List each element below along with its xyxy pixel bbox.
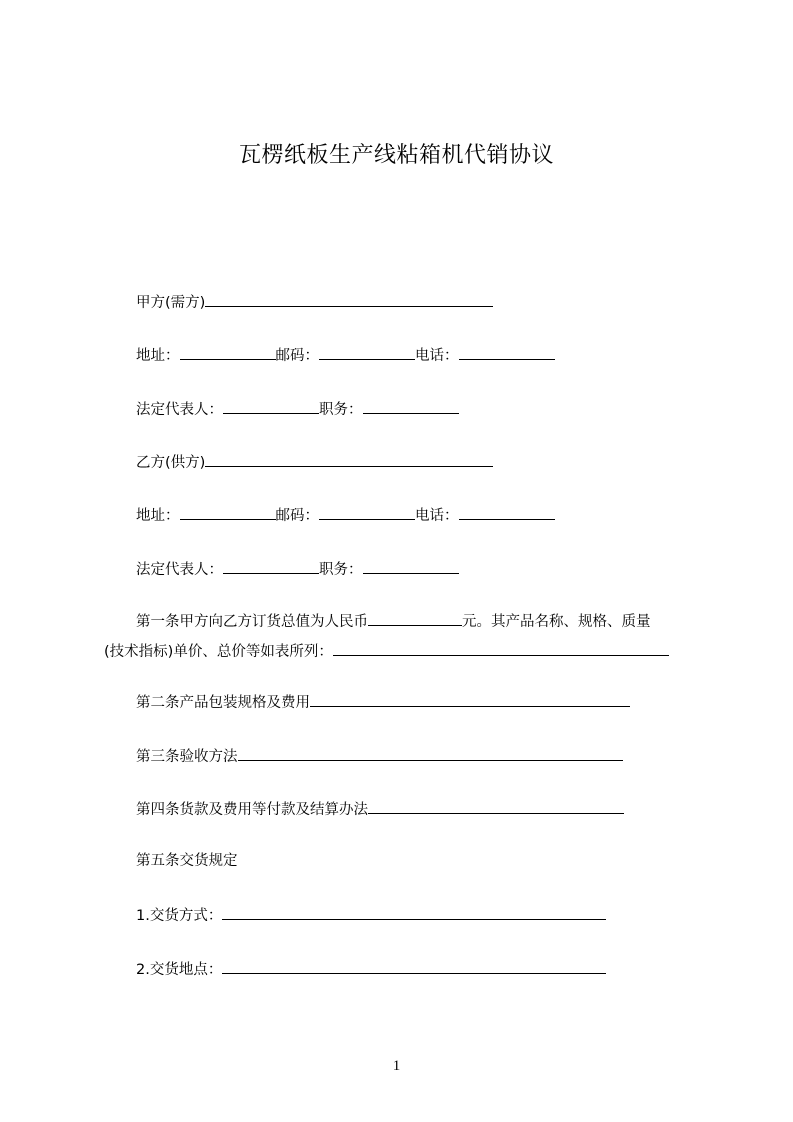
article1-text-part3: (技术指标)单价、总价等如表所列： <box>104 644 333 660</box>
party-b-address-blank[interactable] <box>180 504 276 520</box>
party-a-rep-blank[interactable] <box>223 398 319 414</box>
party-a-position-blank[interactable] <box>363 398 459 414</box>
party-a-rep-label: 法定代表人： <box>136 402 223 418</box>
item2-line <box>136 958 606 980</box>
party-a-blank[interactable] <box>205 291 493 307</box>
party-a-phone-blank[interactable] <box>459 344 555 360</box>
article1-text-part2: 元。其产品名称、规格、质量 <box>462 614 651 630</box>
item1-line <box>136 904 606 926</box>
item1-blank[interactable] <box>222 904 606 920</box>
party-b-position-blank[interactable] <box>363 558 459 574</box>
article4-text: 第四条货款及费用等付款及结算办法 <box>136 802 368 818</box>
party-b-rep-label: 法定代表人： <box>136 562 223 578</box>
party-b-phone-label: 电话： <box>415 508 459 524</box>
party-b-address-label: 地址： <box>136 508 180 524</box>
article2-line <box>136 691 630 713</box>
party-a-postcode-label: 邮码： <box>275 348 319 364</box>
party-b-rep-blank[interactable] <box>223 558 319 574</box>
party-b-line <box>136 451 493 473</box>
article1-line2 <box>104 640 669 662</box>
party-a-address-blank[interactable] <box>180 344 276 360</box>
page-number: 1 <box>392 1058 401 1074</box>
party-a-postcode-blank[interactable] <box>319 344 415 360</box>
article1-text-part1: 第一条甲方向乙方订货总值为人民币 <box>136 614 368 630</box>
article1-table-blank[interactable] <box>333 640 669 656</box>
party-a-label: 甲方(需方) <box>136 295 206 311</box>
article2-blank[interactable] <box>310 691 630 707</box>
party-a-contact-line <box>136 344 555 366</box>
party-a-rep-line <box>136 398 459 420</box>
article5-text: 第五条交货规定 <box>136 853 238 869</box>
item2-blank[interactable] <box>222 958 606 974</box>
party-b-rep-line <box>136 558 459 580</box>
article5-line <box>136 851 238 871</box>
article4-blank[interactable] <box>368 798 624 814</box>
article3-blank[interactable] <box>238 745 623 761</box>
party-b-position-label: 职务： <box>319 562 363 578</box>
document-title: 瓦楞纸板生产线粘箱机代销协议 <box>238 143 554 168</box>
article1-amount-blank[interactable] <box>368 610 462 626</box>
party-b-contact-line <box>136 504 555 526</box>
item1-text: 1.交货方式： <box>136 908 223 924</box>
party-b-label: 乙方(供方) <box>136 455 206 471</box>
article4-line <box>136 798 624 820</box>
party-b-blank[interactable] <box>205 451 493 467</box>
party-b-postcode-blank[interactable] <box>319 504 415 520</box>
party-a-address-label: 地址： <box>136 348 180 364</box>
party-a-position-label: 职务： <box>319 402 363 418</box>
article3-text: 第三条验收方法 <box>136 749 238 765</box>
party-a-line <box>136 291 493 313</box>
party-b-phone-blank[interactable] <box>459 504 555 520</box>
article2-text: 第二条产品包装规格及费用 <box>136 695 310 711</box>
party-a-phone-label: 电话： <box>415 348 459 364</box>
article1-line1 <box>136 610 651 632</box>
item2-text: 2.交货地点： <box>136 962 223 978</box>
article3-line <box>136 745 623 767</box>
party-b-postcode-label: 邮码： <box>275 508 319 524</box>
